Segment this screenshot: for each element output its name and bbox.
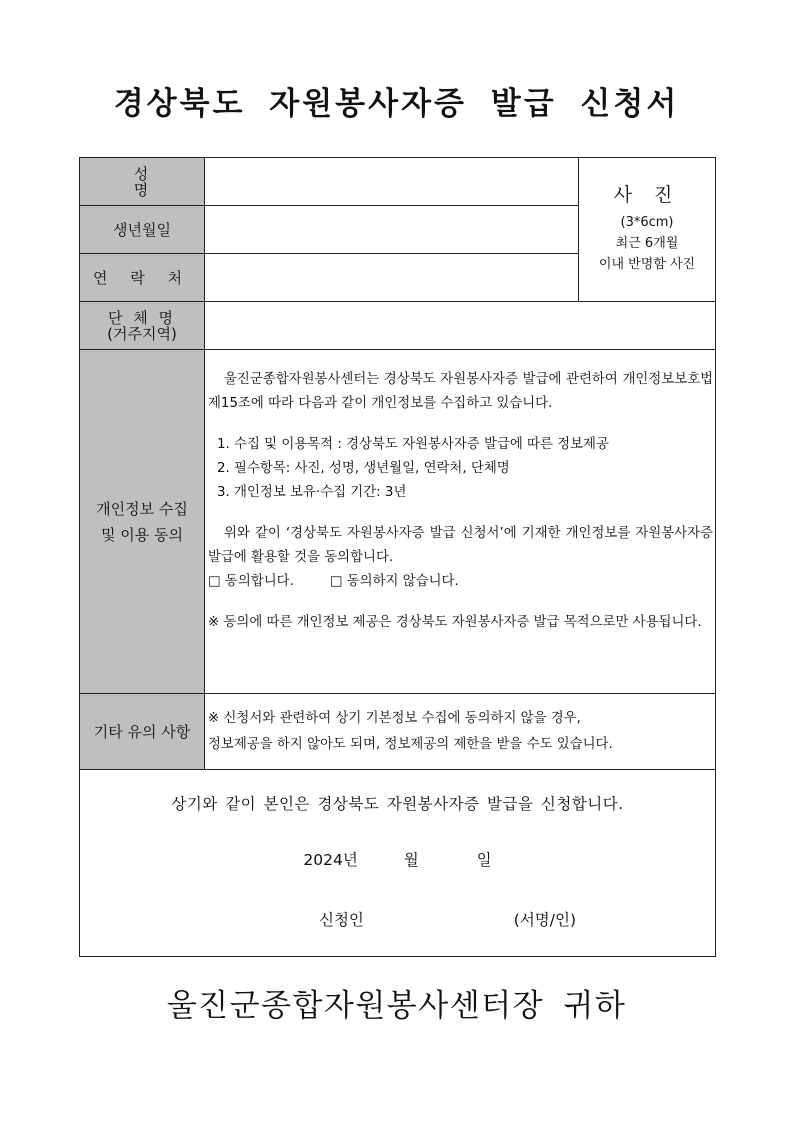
notes-label: 기타 유의 사항 [80,694,205,770]
org-label-main: 단 체 명 [107,308,176,327]
signature-statement: 상기와 같이 본인은 경상북도 자원봉사자증 발급을 신청합니다. [171,795,624,813]
date-year[interactable]: 2024년 [303,851,358,869]
photo-title: 사 진 [613,183,681,206]
notes-body [205,694,716,770]
name-label: 성 명 [80,158,205,206]
consent-agreement: 위와 같이 ‘경상북도 자원봉사자증 발급 신청서’에 기재한 개인정보를 자원봉사자증 발급에 활용할 것을 동의합니다. [208,526,713,565]
agree-checkbox[interactable]: □ 동의합니다. [208,574,294,589]
date-line [80,848,715,870]
org-label-sub: (거주지역) [107,324,177,343]
consent-label-line1: 개인정보 수집 [96,499,188,518]
birth-field[interactable] [205,206,579,254]
org-label [80,302,205,350]
consent-body [205,350,716,694]
date-month[interactable]: 월 [403,851,419,869]
consent-choices [208,570,713,594]
consent-label-line2: 및 이용 동의 [101,525,183,544]
consent-item-purpose: 1. 수집 및 이용목적 : 경상북도 자원봉사자증 발급에 따른 정보제공 [217,437,609,452]
recipient-line: 울진군종합자원봉사센터장 귀하 [166,988,627,1024]
form-title: 경상북도 자원봉사자증 발급 신청서 [113,86,680,122]
org-field[interactable] [205,302,716,350]
notes-line2: 정보제공을 하지 않아도 되며, 정보제공의 제한을 받을 수도 있습니다. [208,736,613,752]
consent-item-fields: 2. 필수항목: 사진, 성명, 생년월일, 연락처, 단체명 [217,461,510,476]
photo-type: 이내 반명함 사진 [598,256,696,272]
signature-mark[interactable]: (서명/인) [513,911,577,929]
consent-item-period: 3. 개인정보 보유·수집 기간: 3년 [217,485,407,500]
date-day[interactable]: 일 [476,851,492,869]
signature-section [80,770,716,957]
contact-field[interactable] [205,254,579,302]
photo-recent: 최근 6개월 [615,235,679,251]
consent-intro: 울진군종합자원봉사센터는 경상북도 자원봉사자증 발급에 관련하여 개인정보보호법 제15조에 따라 다음과 같이 개인정보를 수집하고 있습니다. [208,372,713,411]
disagree-checkbox[interactable]: □ 동의하지 않습니다. [329,574,459,589]
consent-label [80,350,205,694]
birth-label: 생년월일 [80,206,205,254]
name-field[interactable] [205,158,579,206]
applicant-line [80,908,715,930]
application-form [79,157,716,957]
photo-size: (3*6cm) [620,214,674,230]
notes-line1: ※ 신청서와 관련하여 상기 기본정보 수집에 동의하지 않을 경우, [208,710,581,726]
applicant-label: 신청인 [318,911,364,929]
consent-note: ※ 동의에 따른 개인정보 제공은 경상북도 자원봉사자증 발급 목적으로만 사용됩니다. [208,615,702,630]
contact-label: 연 락 처 [80,254,205,302]
photo-box[interactable] [579,158,716,302]
